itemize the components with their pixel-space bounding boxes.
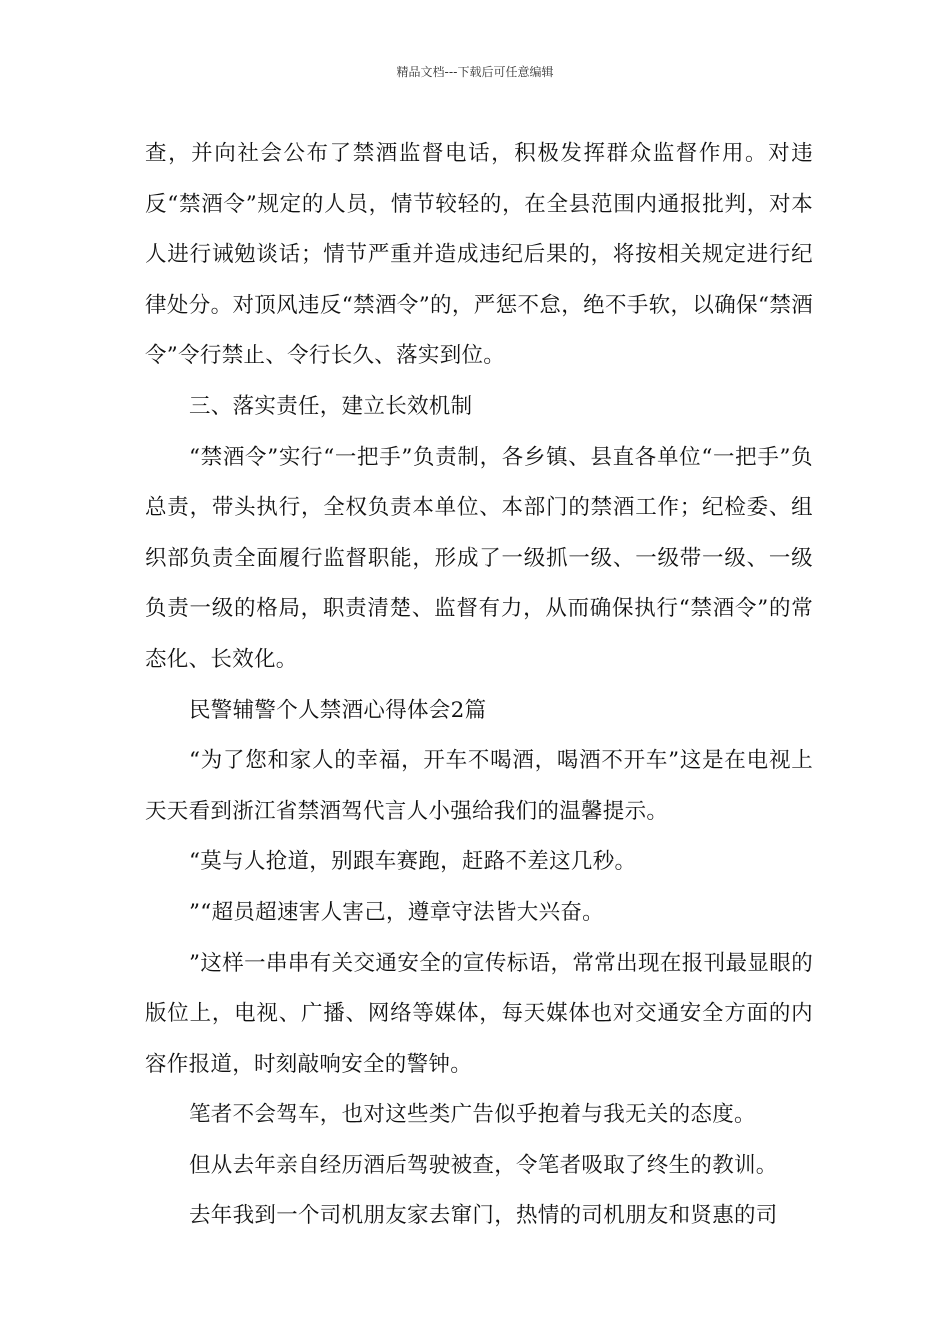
paragraph-supervision: 查，并向社会公布了禁酒监督电话，积极发挥群众监督作用。对违反“禁酒令”规定的人员，情节较轻的，在全县范围内通报批判，对本人进行诫勉谈话；情节严重并造成违纪后果的，将按相关规定进行纪律处分。对顶风违反“禁酒令”的，严惩不怠，绝不手软，以确保“禁酒令”令行禁止、令行长久、落实到位。 [145,141,813,369]
paragraph-slogan: “为了您和家人的幸福，开车不喝酒，喝酒不开车”这是在电视上天天看到浙江省禁酒驾代言人小强给我们的温馨提示。 [145,748,813,824]
page-header: 精品文档---下载后可任意编辑 [396,65,554,79]
section-heading-responsibility: 三、落实责任，建立长效机制 [189,393,473,419]
paragraph-slogan-3: ”“超员超速害人害己，遵章守法皆大兴奋。 [189,899,604,925]
paragraph-slogan-2: “莫与人抢道，别跟车赛跑，赶路不差这几秒。 [189,849,637,875]
paragraph-visit: 去年我到一个司机朋友家去窜门，热情的司机朋友和贤惠的司 [189,1203,778,1229]
paragraph-attitude: 笔者不会驾车，也对这些类广告似乎抱着与我无关的态度。 [189,1102,756,1128]
paragraph-media: ”这样一串串有关交通安全的宣传标语，常常出现在报刊最显眼的版位上，电视、广播、网络等媒体，每天媒体也对交通安全方面的内容作报道，时刻敲响安全的警钟。 [145,950,813,1077]
paragraph-lesson: 但从去年亲自经历酒后驾驶被查，令笔者吸取了终生的教训。 [189,1152,778,1178]
document-body [145,129,813,1242]
paragraph-responsibility: “禁酒令”实行“一把手”负责制，各乡镇、县直各单位“一把手”负总责，带头执行，全权负责本单位、本部门的禁酒工作；纪检委、组织部负责全面履行监督职能，形成了一级抓一级、一级带一级、一级负责一级的格局，职责清楚、监督有力，从而确保执行“禁酒令”的常态化、长效化。 [145,444,813,672]
article-title: 民警辅警个人禁酒心得体会2篇 [189,697,487,723]
